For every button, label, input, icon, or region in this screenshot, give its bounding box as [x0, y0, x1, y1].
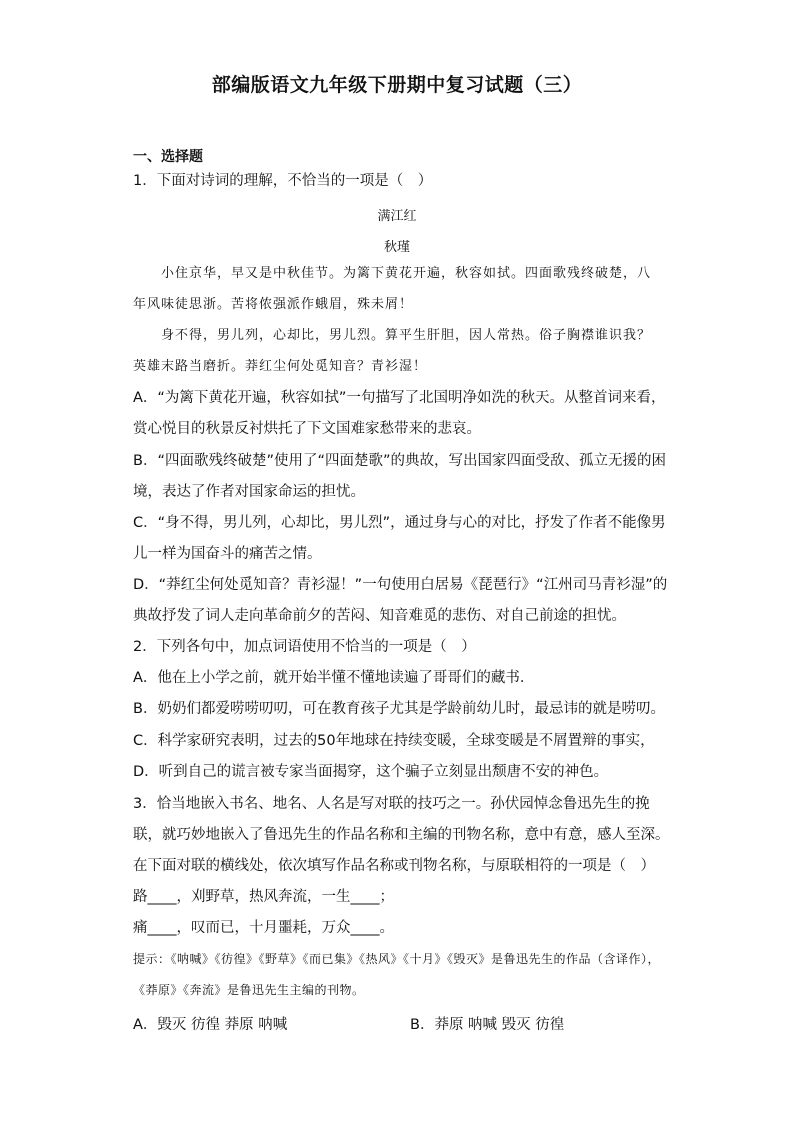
question-2-option-c: C．科学家研究表明，过去的50年地球在持续变暖，全球变暖是不屑置辩的事实， — [133, 733, 655, 749]
question-3-hint: 提示：《呐喊》《彷徨》《野草》《而已集》《热风》《十月》《毁灭》是鲁迅先生的作品（含译作），《莽原》《奔流》是鲁迅先生主编的刊物。 — [133, 952, 661, 997]
question-1-option-d: D．“莽红尘何处觅知音？青衫湿！”一句使用白居易《琵琶行》“江州司马青衫湿”的典故抒发了词人走向革命前夕的苦闷、知音难觅的悲伤、对自己前途的担忧。 — [133, 577, 668, 624]
question-2-option-a: A．他在上小学之前，就开始半懂不懂地读遍了哥哥们的藏书． — [133, 670, 535, 686]
question-1-option-b: B．“四面歌残终破楚”使用了“四面楚歌”的典故，写出国家四面受敌、孤立无援的困境，表达了作者对国家命运的担忧。 — [133, 453, 666, 500]
question-2-stem: 2．下列各句中，加点词语使用不恰当的一项是（ ） — [133, 639, 476, 655]
poem-title: 满江红 — [377, 209, 417, 224]
page-title: 部编版语文九年级下册期中复习试题（三） — [211, 74, 583, 96]
poem-stanza-2: 身不得，男儿列，心却比，男儿烈。算平生肝胆，因人常热。俗子胸襟谁识我？英雄末路当磨折。莽红尘何处觅知音？青衫湿！ — [133, 328, 652, 374]
question-3-options-row — [133, 1013, 678, 1034]
question-3-stem: 3．恰当地嵌入书名、地名、人名是写对联的技巧之一。孙伏园悼念鲁迅先生的挽联，就巧妙地嵌入了鲁迅先生的作品名称和主编的刊物名称，意中有意，感人至深。在下面对联的横线处，依次填写作品名称或刊物名称，与原联相符的一项是（ ） — [133, 796, 670, 874]
question-1-option-a: A．“为篱下黄花开遍，秋容如拭”一句描写了北国明净如洗的秋天。从整首词来看，赏心悦目的秋景反衬烘托了下文国难家愁带来的悲哀。 — [133, 390, 666, 437]
question-1-stem: 1．下面对诗词的理解，不恰当的一项是（ ） — [133, 173, 433, 189]
poem-stanza-1: 小住京华，早又是中秋佳节。为篱下黄花开遍，秋容如拭。四面歌残终破楚，八年风味徒思浙。苦将侬强派作蛾眉，殊未屑！ — [133, 266, 652, 312]
section-heading: 一、选择题 — [133, 149, 203, 165]
question-2-option-b: B．奶奶们都爱唠唠叨叨，可在教育孩子尤其是学龄前幼儿时，最忌讳的就是唠叨。 — [133, 701, 665, 717]
poem-author: 秋瑾 — [383, 240, 410, 255]
couplet-line-2: 痛____，叹而已，十月噩耗，万众____。 — [133, 920, 394, 936]
question-1-option-c: C．“身不得，男儿列，心却比，男儿烈”，通过身与心的对比，抒发了作者不能像男儿一样为国奋斗的痛苦之情。 — [133, 515, 666, 562]
couplet-line-1: 路____，刈野草，热风奔流，一生____； — [133, 889, 394, 905]
question-3-option-a: A．毁灭 彷徨 莽原 呐喊 — [133, 1017, 288, 1033]
question-2-option-d: D．听到自己的谎言被专家当面揭穿，这个骗子立刻显出颓唐不安的神色。 — [133, 764, 609, 780]
question-3-option-b: B．莽原 呐喊 毁灭 彷徨 — [410, 1017, 565, 1033]
